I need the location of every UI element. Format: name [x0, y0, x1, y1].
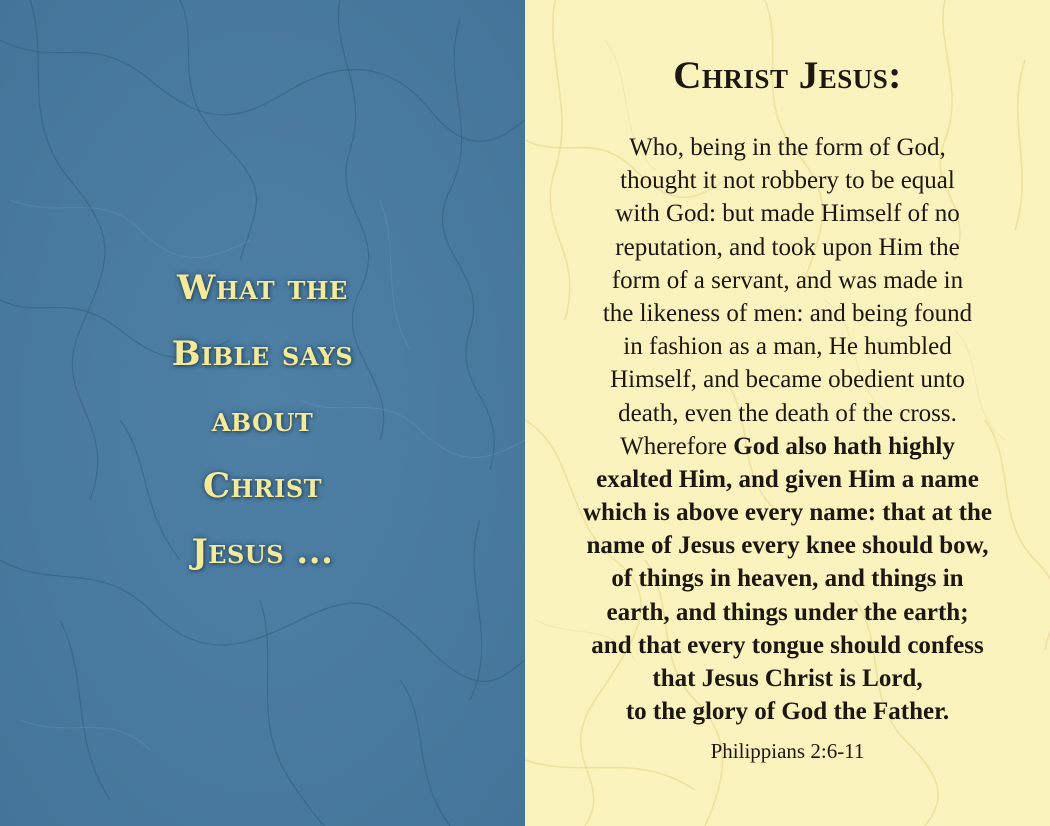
verse-line	[525, 264, 1050, 297]
left-title-line-4: Christ	[202, 466, 323, 506]
verse-bold: and that every tongue should confess	[591, 631, 984, 659]
verse-text	[525, 131, 1050, 728]
verse-normal: Who, being in the form of God,	[629, 134, 946, 161]
verse-normal: death, even the death of the cross.	[618, 399, 957, 427]
verse-bold: of things in heaven, and things in	[611, 565, 964, 593]
verse-bold: to the glory of God the Father.	[625, 698, 950, 726]
verse-line	[525, 363, 1050, 396]
verse-bold: which is above every name: that at the	[583, 499, 992, 527]
verse-line	[525, 529, 1050, 562]
verse-normal: thought it not robbery to be equal	[620, 167, 955, 195]
verse-line	[525, 297, 1050, 330]
verse-normal: with God: but made Himself of no	[615, 200, 960, 228]
verse-line	[525, 231, 1050, 264]
verse-normal: reputation, and took upon Him the	[615, 233, 960, 261]
verse-line	[525, 596, 1050, 629]
left-title-line-1: What the	[177, 268, 348, 308]
verse-line	[525, 629, 1050, 662]
verse-line	[525, 197, 1050, 230]
verse-line	[525, 330, 1050, 363]
verse-line	[525, 662, 1050, 695]
verse-line	[525, 562, 1050, 595]
verse-bold: God also hath highly	[733, 432, 955, 460]
heading: Christ Jesus:	[673, 54, 902, 97]
left-title	[0, 255, 525, 585]
verse-normal: Himself, and became obedient unto	[610, 366, 965, 394]
verse-bold: exalted Him, and given Him a name	[596, 465, 979, 493]
right-panel	[525, 0, 1050, 826]
left-title-line-3: about	[211, 400, 314, 440]
verse-normal: in fashion as a man, He humbled	[623, 333, 952, 361]
verse-line	[525, 496, 1050, 529]
verse-line	[525, 463, 1050, 496]
verse-line	[525, 131, 1050, 164]
verse-line	[525, 695, 1050, 728]
verse-bold: that Jesus Christ is Lord,	[652, 665, 923, 692]
left-title-line-2: Bible says	[171, 334, 354, 374]
scripture-reference: Philippians 2:6-11	[710, 739, 865, 763]
verse-bold: earth, and things under the earth;	[606, 598, 969, 626]
verse-normal: Wherefore	[620, 432, 734, 460]
verse-bold: name of Jesus every knee should bow,	[586, 532, 989, 560]
verse-line	[525, 430, 1050, 463]
verse-line	[525, 397, 1050, 430]
verse-normal: the likeness of men: and being found	[602, 299, 973, 327]
left-title-line-5: Jesus ...	[191, 532, 334, 572]
verse-normal: form of a servant, and was made in	[611, 266, 964, 294]
verse-line	[525, 164, 1050, 197]
